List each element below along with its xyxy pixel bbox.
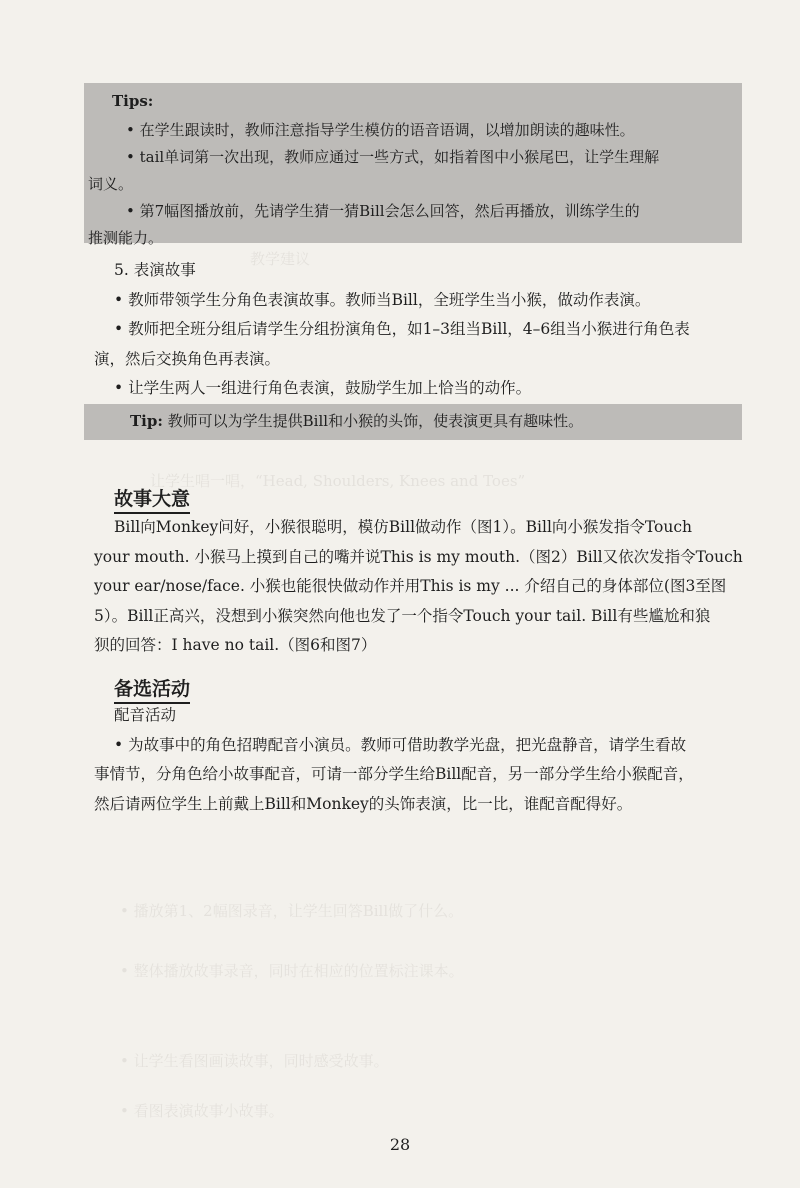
paragraph-line: 狈的回答：I have no tail.（图6和图7）	[94, 636, 377, 654]
page-number: 28	[389, 1135, 411, 1154]
section-5	[94, 256, 754, 404]
tip-item-continued: 词义。	[88, 175, 134, 193]
paragraph-line: • 教师把全班分组后请学生分组扮演角色，如1–3组当Bill，4–6组当小猴进行角色表	[114, 320, 690, 338]
optional-activity-text	[94, 701, 754, 819]
paragraph-line: 事情节，分角色给小故事配音，可请一部分学生给Bill配音，另一部分学生给小猴配音，	[94, 765, 694, 783]
paragraph-line: 然后请两位学生上前戴上Bill和Monkey的头饰表演，比一比，谁配音配得好。	[94, 794, 633, 813]
story-summary-text	[94, 513, 754, 661]
paragraph-line: your mouth. 小猴马上摸到自己的嘴并说This is my mouth.（图2）Bill又依次发指令Touch	[94, 547, 743, 566]
paragraph-line: • 教师带领学生分角色表演故事。教师当Bill，全班学生当小猴，做动作表演。	[114, 290, 651, 309]
paragraph-line: 演，然后交换角色再表演。	[94, 349, 281, 368]
tip-bar-text	[130, 410, 583, 431]
tip-item: • 第7幅图播放前，先请学生猜一猜Bill会怎么回答，然后再播放，训练学生的	[126, 202, 640, 220]
tips-title: Tips:	[112, 92, 154, 110]
paragraph-line: Bill向Monkey问好，小猴很聪明，模仿Bill做动作（图1）。Bill向小猴发指令Touch	[114, 518, 693, 536]
optional-activity-heading: 备选活动	[114, 674, 190, 704]
paragraph-line: 5）。Bill正高兴，没想到小猴突然向他也发了一个指令Touch your tail. Bill有些尴尬和狼	[94, 606, 711, 625]
tip-item: • tail单词第一次出现，教师应通过一些方式，如指着图中小猴尾巴，让学生理解	[126, 148, 660, 166]
tips-content	[88, 88, 752, 252]
tip-item-continued: 推测能力。	[88, 229, 164, 247]
paragraph-line: • 为故事中的角色招聘配音小演员。教师可借助教学光盘，把光盘静音，请学生看故	[114, 735, 687, 754]
tip-bar-body: 教师可以为学生提供Bill和小猴的头饰，使表演更具有趣味性。	[162, 412, 584, 430]
optional-activity-subtitle: 配音活动	[114, 706, 177, 724]
tip-item: • 在学生跟读时，教师注意指导学生模仿的语音语调，以增加朗读的趣味性。	[126, 121, 635, 139]
tip-bar-label: Tip:	[130, 412, 163, 430]
story-summary-heading: 故事大意	[114, 484, 190, 514]
section-5-title: 5. 表演故事	[114, 261, 196, 279]
paragraph-line: • 让学生两人一组进行角色表演，鼓励学生加上恰当的动作。	[114, 379, 532, 397]
paragraph-line: your ear/nose/face. 小猴也能很快做动作并用This is my ... 介绍自己的身体部位(图3至图	[94, 577, 727, 595]
